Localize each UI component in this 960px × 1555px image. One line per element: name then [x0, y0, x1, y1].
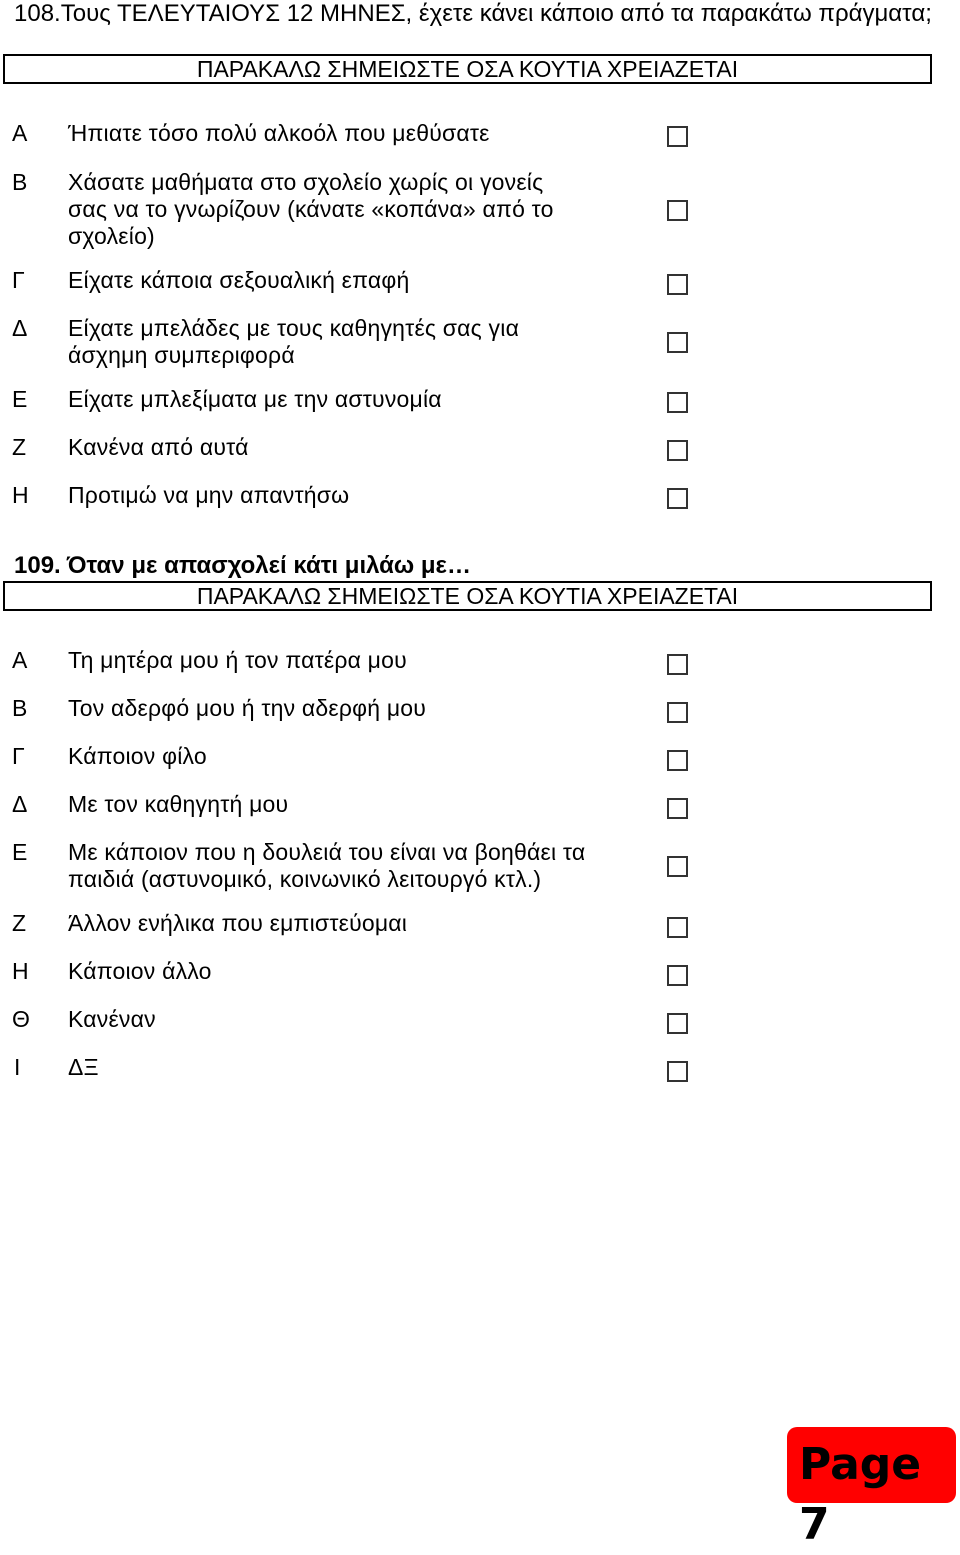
option-letter: Γ [12, 743, 25, 769]
question-number: 109. [14, 552, 61, 579]
option-label: ΔΞ [68, 1054, 99, 1080]
checkbox[interactable] [667, 917, 688, 938]
option-letter: Ζ [12, 910, 27, 936]
checkbox[interactable] [667, 798, 688, 819]
option-letter: Ε [12, 839, 28, 865]
option-label: Προτιμώ να μην απαντήσω [68, 482, 350, 508]
checkbox[interactable] [667, 702, 688, 723]
question-text: Όταν με απασχολεί κάτι μιλάω με… [66, 552, 471, 579]
checkbox[interactable] [667, 440, 688, 461]
option-label: Κάποιον φίλο [68, 743, 207, 769]
option-letter: Ε [12, 386, 28, 412]
option-letter: Β [12, 695, 28, 721]
question-108-title [14, 0, 934, 27]
checkbox[interactable] [667, 392, 688, 413]
option-letter: Δ [12, 791, 28, 817]
instruction-box: ΠΑΡΑΚΑΛΩ ΣΗΜΕΙΩΣΤΕ ΟΣΑ ΚΟΥΤΙΑ ΧΡΕΙΑΖΕΤΑΙ [3, 54, 932, 84]
option-label: Κανένα από αυτά [68, 434, 249, 460]
option-label: Είχατε μπελάδες με τους καθηγητές σας για άσχημη συμπεριφορά [68, 315, 520, 368]
option-label: Είχατε κάποια σεξουαλική επαφή [68, 267, 410, 293]
question-text: Τους ΤΕΛΕΥΤΑΙΟΥΣ 12 ΜΗΝΕΣ, έχετε κάνει κάποιο από τα παρακάτω πράγματα; [60, 0, 932, 27]
checkbox[interactable] [667, 856, 688, 877]
option-letter: Α [12, 647, 28, 673]
page-number-badge [787, 1427, 956, 1550]
option-letter: Β [12, 169, 28, 195]
option-label: Χάσατε μαθήματα στο σχολείο χωρίς οι γονείς σας να το γνωρίζουν (κάνατε «κοπάνα» από το σχολείο) [68, 169, 554, 249]
option-label: Τον αδερφό μου ή την αδερφή μου [68, 695, 427, 721]
option-letter: Ζ [12, 434, 27, 460]
instruction-box: ΠΑΡΑΚΑΛΩ ΣΗΜΕΙΩΣΤΕ ΟΣΑ ΚΟΥΤΙΑ ΧΡΕΙΑΖΕΤΑΙ [3, 581, 932, 611]
checkbox[interactable] [667, 750, 688, 771]
option-label: Ήπιατε τόσο πολύ αλκοόλ που μεθύσατε [68, 120, 490, 146]
checkbox[interactable] [667, 126, 688, 147]
option-letter: Η [12, 958, 29, 984]
option-letter: Ι [14, 1054, 21, 1080]
checkbox[interactable] [667, 200, 688, 221]
option-label: Τη μητέρα μου ή τον πατέρα μου [68, 647, 407, 673]
checkbox[interactable] [667, 1061, 688, 1082]
checkbox[interactable] [667, 654, 688, 675]
option-label: Με τον καθηγητή μου [68, 791, 289, 817]
question-number: 108. [14, 0, 61, 27]
question-109-title [14, 552, 934, 579]
option-letter: Α [12, 120, 28, 146]
option-letter: Η [12, 482, 29, 508]
checkbox[interactable] [667, 488, 688, 509]
checkbox[interactable] [667, 965, 688, 986]
option-label: Με κάποιον που η δουλειά του είναι να βοηθάει τα παιδιά (αστυνομικό, κοινωνικό λειτουργό κτλ.) [68, 839, 586, 892]
checkbox[interactable] [667, 332, 688, 353]
checkbox[interactable] [667, 1013, 688, 1034]
option-label: Κανέναν [68, 1006, 156, 1032]
option-label: Είχατε μπλεξίματα με την αστυνομία [68, 386, 442, 412]
page-number-label: Page 7 [799, 1439, 922, 1550]
option-letter: Θ [12, 1006, 30, 1032]
checkbox[interactable] [667, 274, 688, 295]
option-letter: Γ [12, 267, 25, 293]
option-label: Άλλον ενήλικα που εμπιστεύομαι [68, 910, 408, 936]
option-letter: Δ [12, 315, 28, 341]
option-label: Κάποιον άλλο [68, 958, 212, 984]
